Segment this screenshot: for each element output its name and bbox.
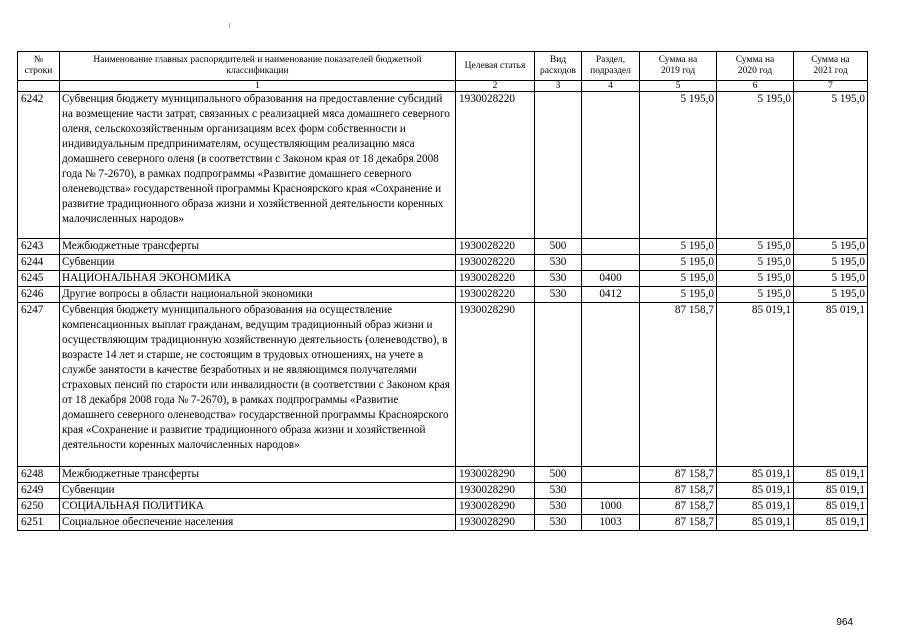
row-name: Межбюджетные трансферты [60, 467, 456, 483]
header-name: Наименование главных распорядителей и наименование показателей бюджетной классификации [60, 52, 456, 81]
row-name: Другие вопросы в области национальной экономики [60, 287, 456, 303]
row-target: 1930028290 [456, 483, 535, 499]
row-sum-2021: 5 195,0 [794, 92, 868, 239]
row-num: 6244 [18, 255, 60, 271]
table-row [18, 483, 868, 499]
row-name: Субвенции [60, 255, 456, 271]
header-target: Целевая статья [456, 52, 535, 81]
header-sum-2020: Сумма на 2020 год [717, 52, 794, 81]
row-sum-2021: 85 019,1 [794, 303, 868, 467]
page-number: 964 [836, 617, 853, 628]
row-num: 6247 [18, 303, 60, 467]
row-sum-2020: 85 019,1 [717, 499, 794, 515]
row-section: 1003 [582, 515, 640, 531]
row-sum-2019: 5 195,0 [640, 255, 717, 271]
row-section [582, 303, 640, 467]
colnum-4: 4 [582, 81, 640, 92]
row-name: Социальное обеспечение населения [60, 515, 456, 531]
row-sum-2019: 87 158,7 [640, 499, 717, 515]
row-sum-2019: 5 195,0 [640, 92, 717, 239]
row-type [535, 303, 582, 467]
row-target: 1930028220 [456, 287, 535, 303]
row-sum-2019: 5 195,0 [640, 271, 717, 287]
row-section: 0412 [582, 287, 640, 303]
colnum-7: 7 [794, 81, 868, 92]
table-row [18, 515, 868, 531]
header-row [18, 52, 868, 81]
row-type: 500 [535, 467, 582, 483]
row-type [535, 92, 582, 239]
row-sum-2019: 87 158,7 [640, 303, 717, 467]
header-sum-2019: Сумма на 2019 год [640, 52, 717, 81]
column-number-row [18, 81, 868, 92]
colnum-0 [18, 81, 60, 92]
row-type: 530 [535, 255, 582, 271]
row-type: 530 [535, 271, 582, 287]
row-type: 500 [535, 239, 582, 255]
table-row [18, 92, 868, 239]
header-type: Вид расходов [535, 52, 582, 81]
row-sum-2020: 5 195,0 [717, 239, 794, 255]
header-num: № строки [18, 52, 60, 81]
row-section [582, 467, 640, 483]
table-row [18, 255, 868, 271]
row-sum-2020: 85 019,1 [717, 303, 794, 467]
table-row [18, 303, 868, 467]
row-target: 1930028220 [456, 271, 535, 287]
row-target: 1930028290 [456, 467, 535, 483]
row-sum-2021: 5 195,0 [794, 255, 868, 271]
table-row [18, 287, 868, 303]
table-row [18, 467, 868, 483]
row-sum-2021: 85 019,1 [794, 499, 868, 515]
row-type: 530 [535, 499, 582, 515]
row-target: 1930028220 [456, 239, 535, 255]
row-type: 530 [535, 287, 582, 303]
row-num: 6246 [18, 287, 60, 303]
row-sum-2021: 5 195,0 [794, 271, 868, 287]
budget-table [17, 51, 868, 531]
row-num: 6249 [18, 483, 60, 499]
row-sum-2021: 85 019,1 [794, 467, 868, 483]
row-section [582, 255, 640, 271]
row-name: Субвенция бюджету муниципального образования на предоставление субсидий на возмещение части затрат, связанных с реализацией мяса домашнего северного оленя, сельскохозяйственным организациям всех форм собственности и индивидуальным предпринимателям, осуществляющим реализацию мяса домашнего северного оленя (в соответствии с Законом края от 18 декабря 2008 года № 7-2670), в рамках подпрограммы «Развитие домашнего северного оленеводства» государственной программы Красноярского края «Сохранение и развитие традиционного образа жизни и хозяйственной деятельности коренных малочисленных народов» [60, 92, 456, 239]
scan-mark [229, 23, 230, 28]
colnum-2: 2 [456, 81, 535, 92]
row-sum-2020: 5 195,0 [717, 255, 794, 271]
row-name: СОЦИАЛЬНАЯ ПОЛИТИКА [60, 499, 456, 515]
header-section: Раздел, подраздел [582, 52, 640, 81]
row-section [582, 92, 640, 239]
row-type: 530 [535, 515, 582, 531]
row-sum-2021: 5 195,0 [794, 239, 868, 255]
row-sum-2019: 87 158,7 [640, 483, 717, 499]
row-name: Субвенция бюджету муниципального образования на осуществление компенсационных выплат гражданам, ведущим традиционный образ жизни и осуществляющим традиционную хозяйственную деятельность (оленеводство), в возрасте 14 лет и старше, не состоящим в трудовых отношениях, на учете в службе занятости в качестве безработных и не являющимся получателями страховых пенсий по старости или инвалидности (в соответствии с Законом края от 18 декабря 2008 года № 7-2670), в рамках подпрограммы «Развитие домашнего северного оленеводства» государственной программы Красноярского края «Сохранение и развитие традиционного образа жизни и хозяйственной деятельности коренных малочисленных народов» [60, 303, 456, 467]
row-section: 0400 [582, 271, 640, 287]
row-sum-2019: 5 195,0 [640, 287, 717, 303]
colnum-1: 1 [60, 81, 456, 92]
row-section: 1000 [582, 499, 640, 515]
colnum-5: 5 [640, 81, 717, 92]
row-section [582, 483, 640, 499]
row-target: 1930028290 [456, 515, 535, 531]
row-num: 6242 [18, 92, 60, 239]
row-sum-2020: 5 195,0 [717, 92, 794, 239]
row-sum-2020: 5 195,0 [717, 287, 794, 303]
row-num: 6245 [18, 271, 60, 287]
table-row [18, 499, 868, 515]
row-sum-2019: 87 158,7 [640, 467, 717, 483]
row-sum-2021: 5 195,0 [794, 287, 868, 303]
table-row [18, 271, 868, 287]
row-target: 1930028290 [456, 499, 535, 515]
row-sum-2019: 5 195,0 [640, 239, 717, 255]
row-sum-2020: 85 019,1 [717, 515, 794, 531]
row-num: 6248 [18, 467, 60, 483]
table-row [18, 239, 868, 255]
row-sum-2020: 85 019,1 [717, 483, 794, 499]
row-sum-2019: 87 158,7 [640, 515, 717, 531]
row-type: 530 [535, 483, 582, 499]
row-sum-2021: 85 019,1 [794, 483, 868, 499]
row-num: 6251 [18, 515, 60, 531]
colnum-3: 3 [535, 81, 582, 92]
row-name: Субвенции [60, 483, 456, 499]
row-section [582, 239, 640, 255]
row-name: Межбюджетные трансферты [60, 239, 456, 255]
row-num: 6250 [18, 499, 60, 515]
row-target: 1930028220 [456, 255, 535, 271]
row-name: НАЦИОНАЛЬНАЯ ЭКОНОМИКА [60, 271, 456, 287]
header-sum-2021: Сумма на 2021 год [794, 52, 868, 81]
row-sum-2020: 85 019,1 [717, 467, 794, 483]
row-target: 1930028220 [456, 92, 535, 239]
row-sum-2020: 5 195,0 [717, 271, 794, 287]
colnum-6: 6 [717, 81, 794, 92]
row-sum-2021: 85 019,1 [794, 515, 868, 531]
row-target: 1930028290 [456, 303, 535, 467]
row-num: 6243 [18, 239, 60, 255]
